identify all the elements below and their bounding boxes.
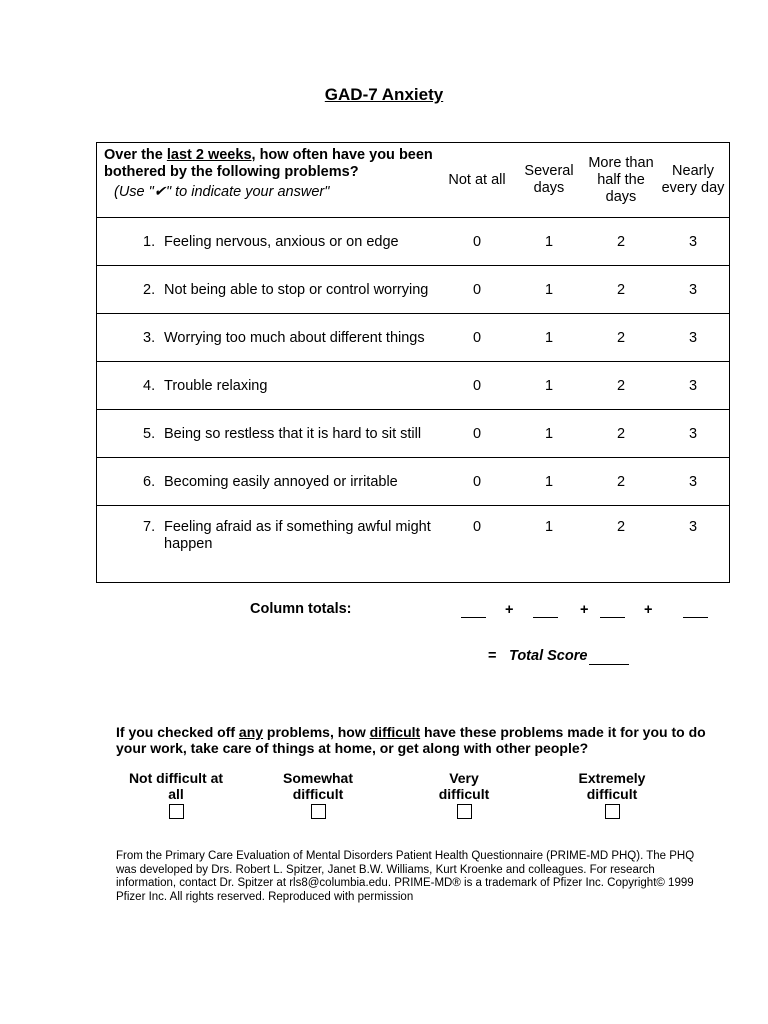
checkbox[interactable] [457, 804, 472, 819]
item-number: 1. [143, 233, 156, 250]
score-option[interactable]: 1 [513, 266, 585, 314]
score-option[interactable]: 0 [441, 458, 513, 506]
item-text: Trouble relaxing [164, 377, 268, 394]
total-score-label: Total Score [509, 648, 588, 664]
plus-sign: + [580, 602, 589, 618]
score-option[interactable]: 2 [616, 519, 626, 535]
difficulty-option-somewhat [270, 770, 366, 819]
score-option[interactable]: 0 [441, 314, 513, 362]
item-number: 7. [143, 519, 156, 535]
item-cell [97, 458, 442, 506]
score-option[interactable]: 3 [657, 362, 730, 410]
plus-sign: + [644, 602, 653, 618]
item-cell [97, 410, 442, 458]
column-header-not-at-all: Not at all [441, 143, 513, 218]
item-number: 2. [143, 281, 156, 298]
item-cell [97, 218, 442, 266]
score-option[interactable]: 1 [513, 362, 585, 410]
item-number: 6. [143, 473, 156, 490]
checkbox[interactable] [605, 804, 620, 819]
difficulty-text-pre: If you checked off [116, 724, 239, 740]
total-blank-not-at-all[interactable] [461, 601, 486, 618]
question-text-pre: Over the [104, 147, 167, 163]
score-option[interactable]: 2 [585, 362, 657, 410]
total-score-blank[interactable] [589, 648, 629, 665]
difficulty-option-very [424, 770, 504, 819]
checkbox[interactable] [311, 804, 326, 819]
option-label: Not difficult at all [128, 770, 224, 802]
difficulty-option-extremely [570, 770, 654, 819]
column-totals-label: Column totals: [250, 601, 352, 617]
option-label: Extremely difficult [578, 770, 646, 802]
table-row [97, 506, 730, 583]
instruction-text: (Use "✔" to indicate your answer" [114, 184, 330, 200]
score-option[interactable]: 2 [585, 266, 657, 314]
question-header [97, 143, 442, 218]
table-header-row [97, 143, 730, 218]
option-label: Very difficult [438, 770, 490, 802]
table-row [97, 362, 730, 410]
total-blank-several-days[interactable] [533, 601, 558, 618]
item-cell [97, 266, 442, 314]
score-option[interactable]: 2 [585, 410, 657, 458]
checkbox[interactable] [169, 804, 184, 819]
gad7-table [96, 142, 730, 583]
question-text-underlined: last 2 weeks [166, 147, 252, 163]
score-option[interactable]: 3 [657, 410, 730, 458]
score-option[interactable]: 2 [585, 458, 657, 506]
score-option[interactable]: 1 [544, 519, 554, 535]
score-option[interactable]: 3 [657, 218, 730, 266]
total-blank-more-than-half[interactable] [600, 601, 625, 618]
equals-sign: = [488, 648, 497, 664]
score-option[interactable]: 0 [472, 519, 482, 535]
question-text-post: , how often have you been bothered by the following problems? [104, 147, 433, 180]
difficulty-question [116, 724, 716, 756]
table-row [97, 266, 730, 314]
item-cell [97, 506, 442, 583]
column-header-more-than-half: More than half the days [585, 143, 657, 218]
score-option[interactable]: 3 [688, 519, 698, 535]
score-option[interactable]: 3 [657, 458, 730, 506]
score-option[interactable]: 1 [513, 314, 585, 362]
item-number: 4. [143, 377, 156, 394]
score-option[interactable]: 0 [441, 362, 513, 410]
column-header-nearly-every-day: Nearly every day [657, 143, 730, 218]
item-number: 5. [143, 425, 156, 442]
item-text: Feeling afraid as if something awful might happen [164, 519, 431, 552]
total-blank-nearly-every-day[interactable] [683, 601, 708, 618]
page-title: GAD-7 Anxiety [324, 85, 444, 104]
item-text: Not being able to stop or control worrying [164, 281, 429, 298]
option-label: Somewhat difficult [282, 770, 353, 802]
item-text: Feeling nervous, anxious or on edge [164, 233, 399, 250]
table-row [97, 314, 730, 362]
footer-citation: From the Primary Care Evaluation of Mental Disorders Patient Health Questionnaire (PRIME-MD PHQ). The PHQ was developed by Drs. Robert L. Spitzer, Janet B.W. Williams, Kurt Kroenke and colleagues. For research information, contact Dr. Spitzer at rls8@columbia.edu. PRIME-MD® is a trademark of Pfizer Inc. Copyright© 1999 Pfizer Inc. All rights reserved. Reproduced with permission [116, 850, 695, 903]
table-row [97, 410, 730, 458]
score-option[interactable]: 0 [441, 218, 513, 266]
item-cell [97, 314, 442, 362]
difficulty-text-mid: problems, how [263, 724, 370, 740]
item-number: 3. [143, 329, 156, 346]
difficulty-text-any: any [238, 724, 264, 740]
item-cell [97, 362, 442, 410]
difficulty-option-not-difficult [128, 770, 224, 819]
score-option[interactable]: 3 [657, 314, 730, 362]
score-option[interactable]: 2 [585, 218, 657, 266]
score-option[interactable]: 1 [513, 410, 585, 458]
score-option[interactable]: 1 [513, 458, 585, 506]
table-row [97, 458, 730, 506]
difficulty-text-difficult: difficult [369, 724, 421, 740]
score-option[interactable]: 0 [441, 266, 513, 314]
plus-sign: + [505, 602, 514, 618]
item-text: Becoming easily annoyed or irritable [164, 473, 398, 490]
score-option[interactable]: 3 [657, 266, 730, 314]
table-row [97, 218, 730, 266]
score-option[interactable]: 0 [441, 410, 513, 458]
score-option[interactable]: 2 [585, 314, 657, 362]
item-text: Being so restless that it is hard to sit still [164, 425, 422, 442]
item-text: Worrying too much about different things [164, 329, 425, 346]
difficulty-text-post: have these problems made it for you to do your work, take care of things at home, or get along with other people? [116, 724, 706, 756]
column-header-several-days: Several days [513, 143, 585, 218]
score-option[interactable]: 1 [513, 218, 585, 266]
